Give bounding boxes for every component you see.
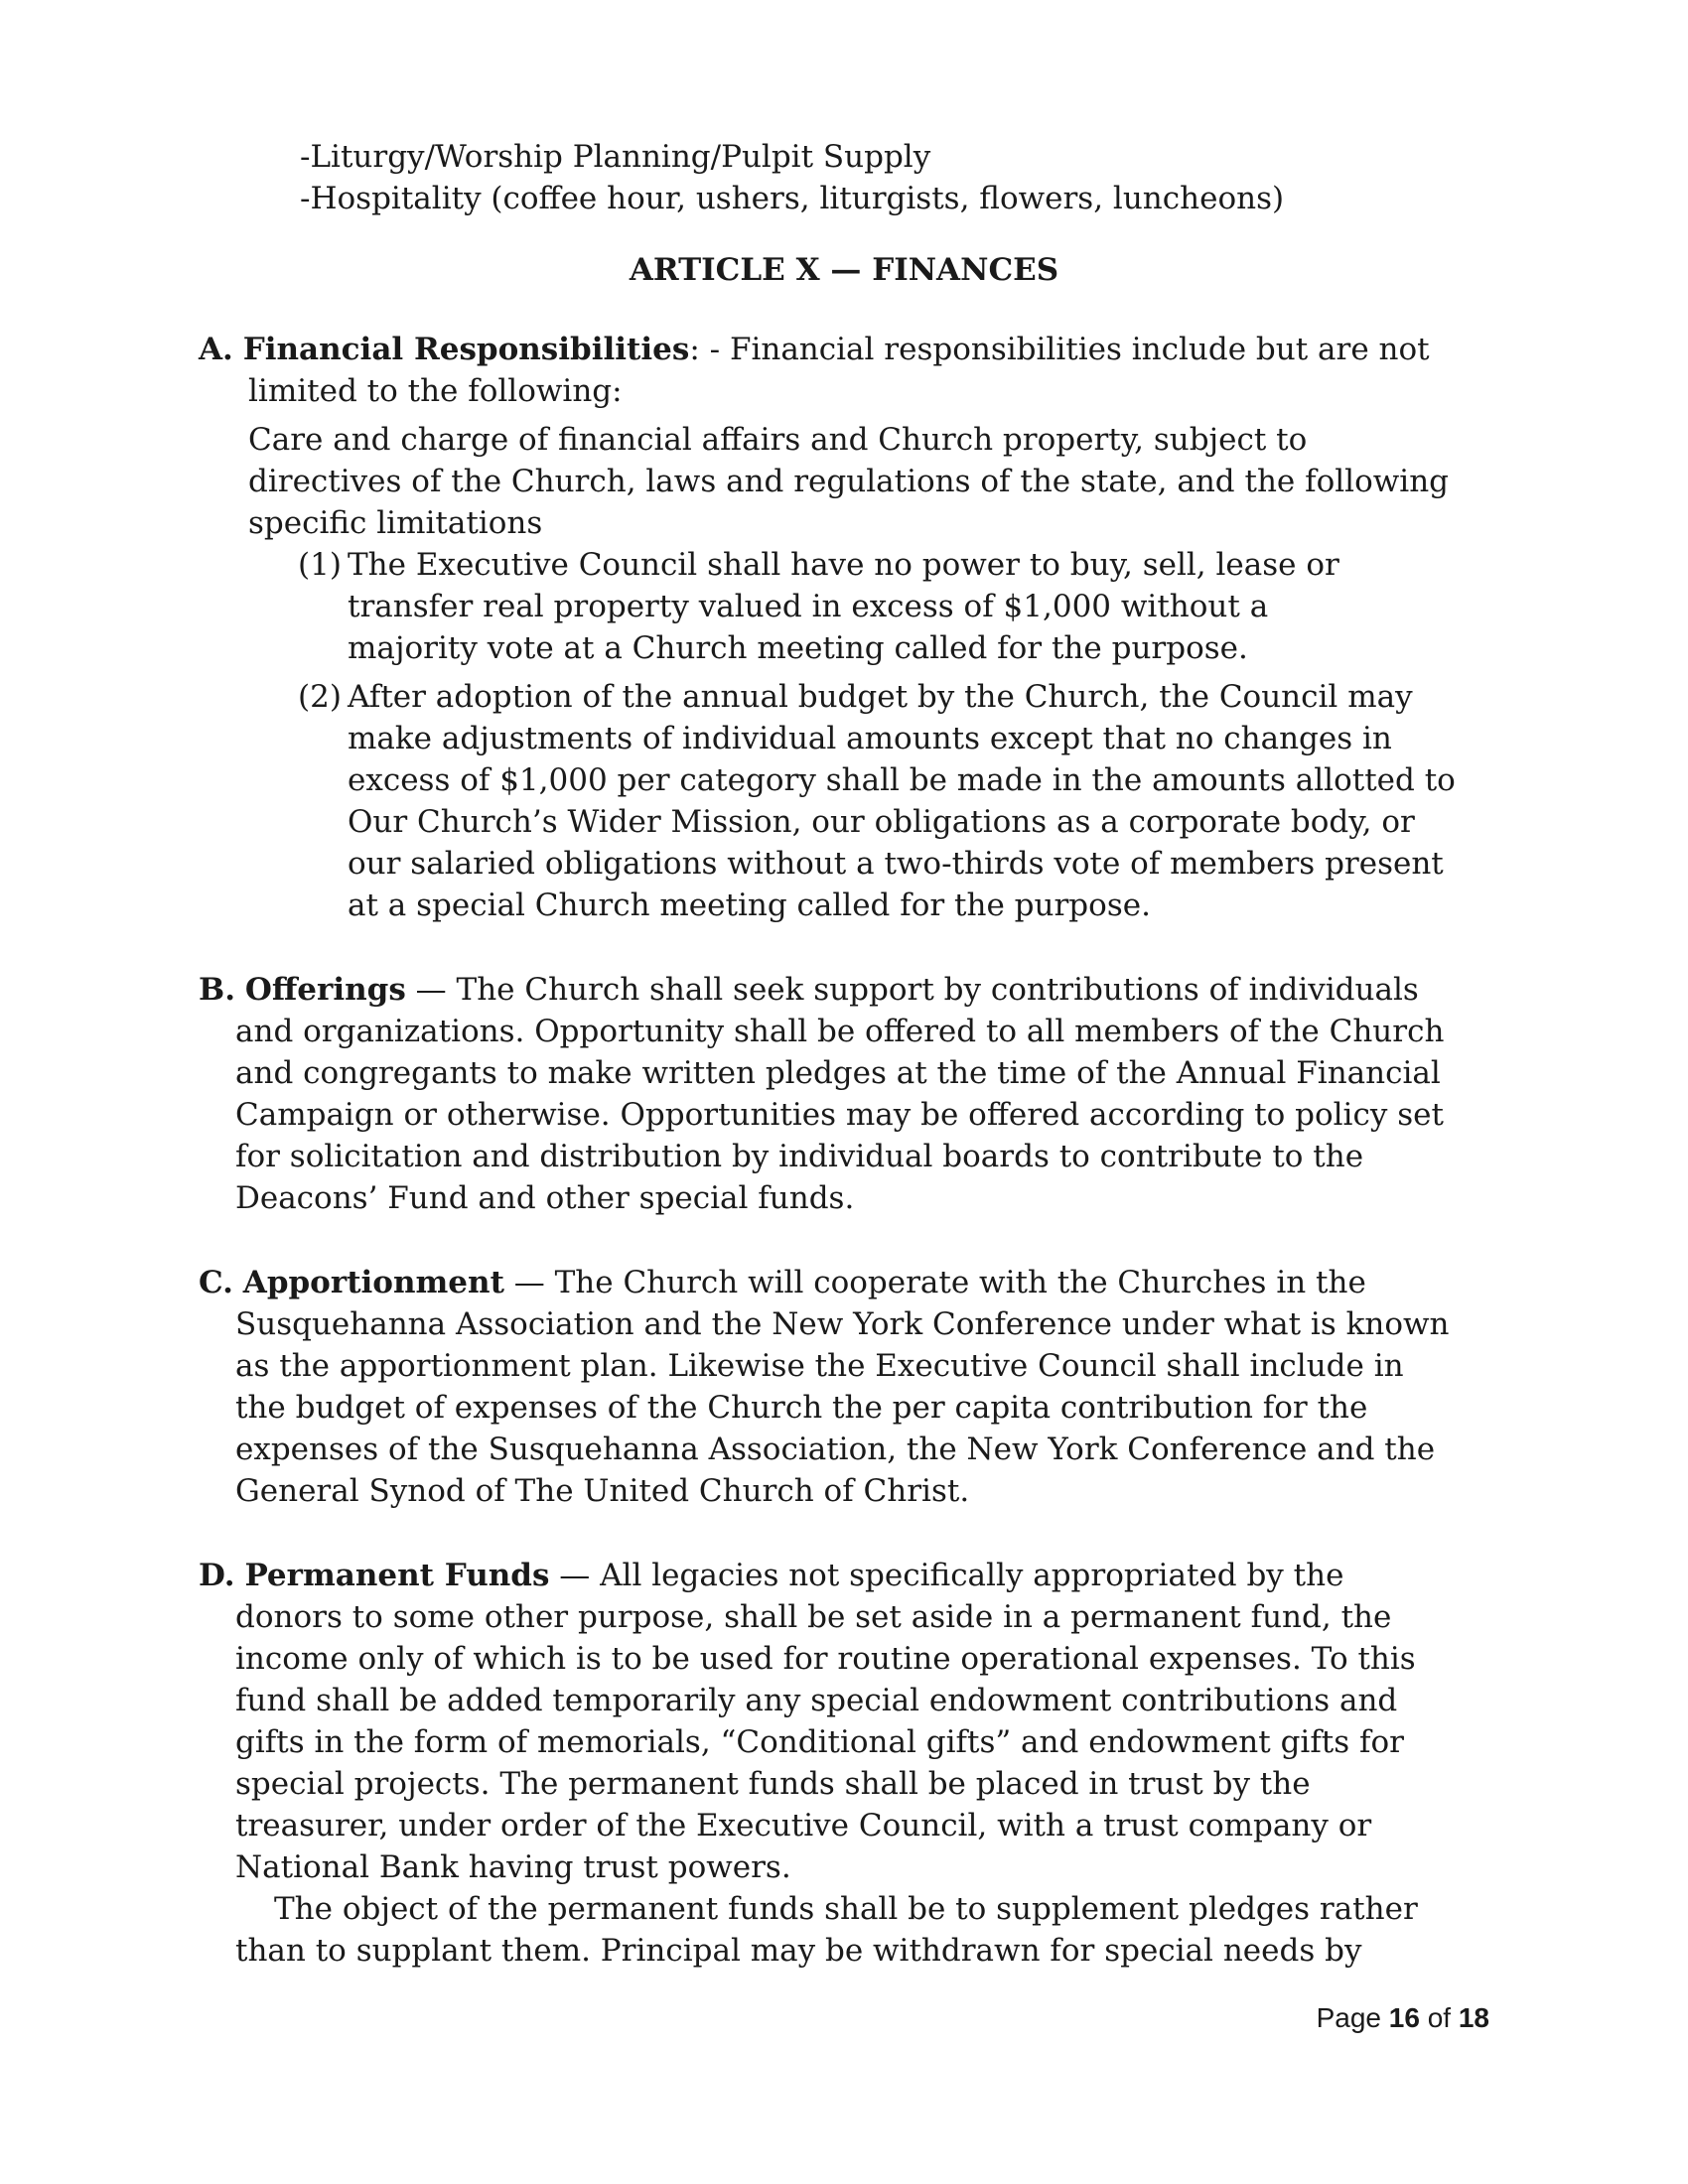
section-d-line: income only of which is to be used for routine operational expenses. To this xyxy=(235,1641,1416,1677)
section-a-title: Financial Responsibilities xyxy=(242,332,690,367)
section-d-line: donors to some other purpose, shall be set aside in a permanent fund, the xyxy=(235,1599,1392,1635)
section-b-first-line: — The Church shall seek support by contributions of individuals xyxy=(405,972,1419,1008)
section-c-first-line: — The Church will cooperate with the Churches in the xyxy=(503,1265,1366,1300)
section-d-line: fund shall be added temporarily any special endowment contributions and xyxy=(235,1683,1398,1718)
section-a-item-2-line: at a special Church meeting called for the purpose. xyxy=(348,887,1151,923)
page-of-label: of xyxy=(1419,2002,1459,2033)
section-c-letter: C. xyxy=(199,1265,233,1300)
section-d-letter: D. xyxy=(199,1558,235,1593)
section-a-item-1-line: The Executive Council shall have no power to buy, sell, lease or xyxy=(348,547,1339,583)
page-prefix: Page xyxy=(1316,2002,1389,2033)
section-a-item-2-line: make adjustments of individual amounts except that no changes in xyxy=(348,721,1392,756)
section-a-heading xyxy=(199,330,1430,371)
section-a-item-2-line: After adoption of the annual budget by the Church, the Council may xyxy=(348,679,1413,715)
section-c-line: the budget of expenses of the Church the per capita contribution for the xyxy=(235,1390,1368,1426)
section-c-line: as the apportionment plan. Likewise the Executive Council shall include in xyxy=(235,1348,1404,1384)
section-d-heading xyxy=(199,1556,1343,1597)
section-b-line: Deacons’ Fund and other special funds. xyxy=(235,1180,855,1216)
article-heading: ARTICLE X — FINANCES xyxy=(629,252,1059,288)
section-b-heading xyxy=(199,970,1419,1012)
section-a-paragraph-line: directives of the Church, laws and regulations of the state, and the following xyxy=(248,464,1449,499)
section-c-title: Apportionment xyxy=(242,1265,504,1300)
section-d-line: gifts in the form of memorials, “Conditional gifts” and endowment gifts for xyxy=(235,1724,1404,1760)
section-a-item-2-marker: (2) xyxy=(298,679,342,715)
section-d-paragraph-2-line: The object of the permanent funds shall be to supplement pledges rather xyxy=(274,1891,1418,1927)
section-b-line: and organizations. Opportunity shall be offered to all members of the Church xyxy=(235,1014,1445,1049)
section-b-letter: B. xyxy=(199,972,235,1008)
section-d-paragraph-2-line: than to supplant them. Principal may be withdrawn for special needs by xyxy=(235,1933,1362,1969)
section-b-line: Campaign or otherwise. Opportunities may be offered according to policy set xyxy=(235,1097,1444,1133)
section-c-line: General Synod of The United Church of Christ. xyxy=(235,1473,970,1509)
section-d-title: Permanent Funds xyxy=(244,1558,550,1593)
section-a-paragraph-line: Care and charge of financial affairs and Church property, subject to xyxy=(248,422,1308,458)
total-page-count: 18 xyxy=(1458,2002,1489,2033)
section-a-item-1-marker: (1) xyxy=(298,547,342,583)
section-d-first-line: — All legacies not specifically appropriated by the xyxy=(549,1558,1344,1593)
section-a-item-1-line: majority vote at a Church meeting called for the purpose. xyxy=(348,630,1248,666)
section-a-item-2-line: excess of $1,000 per category shall be made in the amounts allotted to xyxy=(348,762,1456,798)
section-d-line: National Bank having trust powers. xyxy=(235,1849,791,1885)
section-b-line: for solicitation and distribution by individual boards to contribute to the xyxy=(235,1139,1364,1174)
section-b-line: and congregants to make written pledges at the time of the Annual Financial xyxy=(235,1055,1441,1091)
section-a-lead: : - Financial responsibilities include but are not xyxy=(689,332,1430,367)
current-page-number: 16 xyxy=(1388,2002,1420,2033)
section-d-line: special projects. The permanent funds shall be placed in trust by the xyxy=(235,1766,1311,1802)
section-b-title: Offerings xyxy=(244,972,406,1008)
section-a-item-2-line: our salaried obligations without a two-thirds vote of members present xyxy=(348,846,1444,882)
section-a-item-2-line: Our Church’s Wider Mission, our obligations as a corporate body, or xyxy=(348,804,1415,840)
ministry-list-item-liturgy: -Liturgy/Worship Planning/Pulpit Supply xyxy=(300,139,931,175)
section-a-item-1-line: transfer real property valued in excess of $1,000 without a xyxy=(348,589,1269,624)
section-c-line: Susquehanna Association and the New York Conference under what is known xyxy=(235,1306,1450,1342)
section-c-line: expenses of the Susquehanna Association, the New York Conference and the xyxy=(235,1432,1436,1467)
section-d-line: treasurer, under order of the Executive Council, with a trust company or xyxy=(235,1808,1372,1843)
section-a-lead-continued: limited to the following: xyxy=(248,373,623,409)
page-number-footer xyxy=(1317,2001,1489,2035)
section-a-paragraph-line: specific limitations xyxy=(248,505,543,541)
section-a-letter: A. xyxy=(199,332,233,367)
ministry-list-item-hospitality: -Hospitality (coffee hour, ushers, liturgists, flowers, luncheons) xyxy=(300,181,1285,216)
section-c-heading xyxy=(199,1263,1366,1304)
